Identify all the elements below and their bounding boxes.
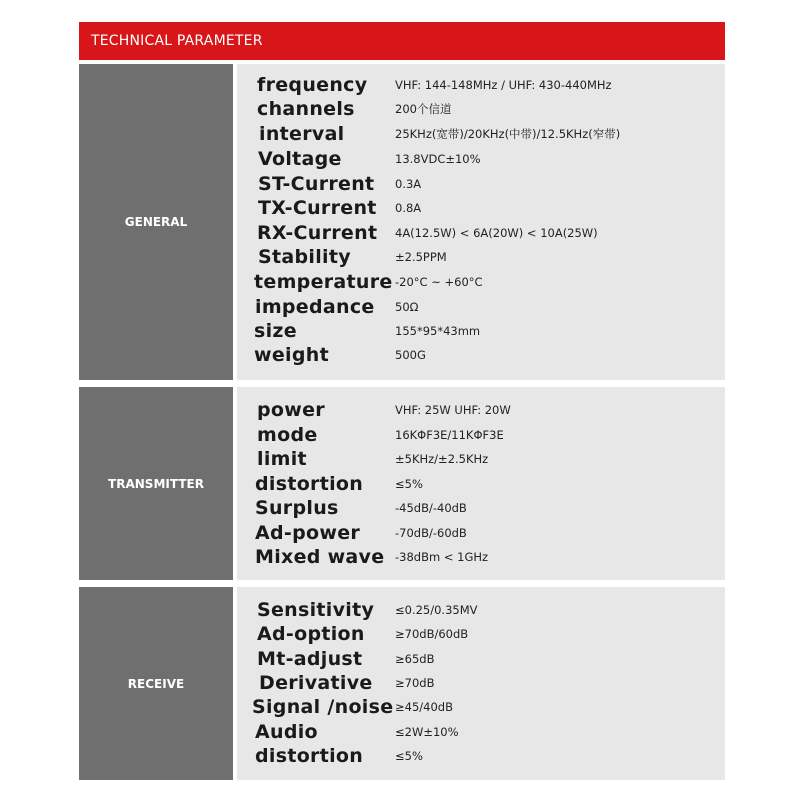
parameter-row — [237, 270, 725, 294]
parameter-value: 500G — [395, 348, 426, 362]
parameter-value: ≥45/40dB — [395, 700, 453, 714]
parameter-value: 16KΦF3E/11KΦF3E — [395, 428, 504, 442]
parameter-name: Surplus — [255, 497, 339, 519]
parameter-row — [237, 196, 725, 220]
parameter-value: ±2.5PPM — [395, 250, 447, 264]
parameter-row — [237, 97, 725, 121]
parameter-name: impedance — [255, 296, 375, 318]
parameter-name: Voltage — [258, 148, 342, 170]
parameter-value: ≤5% — [395, 749, 423, 763]
section-label: TRANSMITTER — [108, 476, 204, 491]
page-title: TECHNICAL PARAMETER — [91, 33, 263, 49]
parameter-row — [237, 73, 725, 97]
section-label-box — [79, 587, 233, 780]
parameter-name: Sensitivity — [257, 599, 375, 621]
parameter-value: ≥70dB — [395, 676, 435, 690]
section-label-box — [79, 64, 233, 380]
parameter-value: 200个信道 — [395, 102, 452, 116]
parameter-row — [237, 695, 725, 719]
parameter-row — [237, 744, 725, 768]
parameter-row — [237, 472, 725, 496]
parameter-row — [237, 319, 725, 343]
parameter-row — [237, 622, 725, 646]
parameter-value: ±5KHz/±2.5KHz — [395, 452, 489, 466]
parameter-value: ≤5% — [395, 477, 423, 491]
parameter-row — [237, 647, 725, 671]
parameter-value: ≤2W±10% — [395, 725, 459, 739]
parameter-value: ≥65dB — [395, 652, 435, 666]
parameter-value: 0.8A — [395, 201, 422, 215]
parameter-value: 0.3A — [395, 177, 422, 191]
parameter-name: distortion — [255, 745, 364, 767]
parameter-value: -38dBm < 1GHz — [395, 550, 489, 564]
parameter-name: frequency — [257, 74, 368, 96]
general-section — [79, 64, 725, 380]
parameter-row — [237, 447, 725, 471]
parameter-value: ≤0.25/0.35MV — [395, 603, 478, 617]
parameter-name: Derivative — [259, 672, 373, 694]
parameter-row — [237, 172, 725, 196]
parameter-row — [237, 245, 725, 269]
parameter-row — [237, 521, 725, 545]
parameter-row — [237, 496, 725, 520]
parameter-row — [237, 423, 725, 447]
parameter-name: power — [257, 399, 325, 421]
parameter-name: RX-Current — [257, 222, 378, 244]
parameter-value: 50Ω — [395, 300, 419, 314]
parameter-value: ≥70dB/60dB — [395, 627, 469, 641]
section-label: GENERAL — [124, 215, 188, 229]
parameter-list — [237, 387, 725, 580]
parameter-value: VHF: 144-148MHz / UHF: 430-440MHz — [395, 78, 612, 92]
transmitter-section — [79, 387, 725, 580]
parameter-value: 13.8VDC±10% — [395, 152, 481, 166]
parameter-name: Ad-option — [257, 623, 365, 645]
parameter-value: 155*95*43mm — [395, 324, 481, 338]
parameter-name: Ad-power — [255, 522, 361, 544]
parameter-row — [237, 221, 725, 245]
parameter-name: mode — [257, 424, 318, 446]
parameter-name: Audio — [255, 721, 318, 743]
parameter-value: -70dB/-60dB — [395, 526, 467, 540]
parameter-list — [237, 587, 725, 780]
parameter-value: -20°C ~ +60°C — [395, 275, 483, 289]
parameter-name: distortion — [255, 473, 364, 495]
parameter-name: Signal /noise — [252, 696, 394, 718]
parameter-name: limit — [257, 448, 307, 470]
parameter-row — [237, 545, 725, 569]
parameter-value: 4A(12.5W) < 6A(20W) < 10A(25W) — [395, 226, 598, 240]
parameter-row — [237, 598, 725, 622]
parameter-name: size — [254, 320, 297, 342]
section-label-box — [79, 387, 233, 580]
parameter-name: Mixed wave — [255, 546, 385, 568]
parameter-name: Stability — [258, 246, 351, 268]
parameter-name: Mt-adjust — [257, 648, 363, 670]
parameter-list — [237, 64, 725, 380]
parameter-name: temperature — [254, 271, 393, 293]
parameter-row — [237, 343, 725, 367]
parameter-row — [237, 295, 725, 319]
parameter-name: TX-Current — [258, 197, 377, 219]
parameter-name: interval — [259, 123, 345, 145]
receive-section — [79, 587, 725, 780]
parameter-row — [237, 122, 725, 146]
parameter-name: ST-Current — [258, 173, 375, 195]
parameter-row — [237, 720, 725, 744]
parameter-value: 25KHz(宽带)/20KHz(中带)/12.5KHz(窄带) — [395, 127, 621, 141]
parameter-row — [237, 147, 725, 171]
parameter-row — [237, 671, 725, 695]
section-label: RECEIVE — [127, 676, 185, 691]
parameter-row — [237, 398, 725, 422]
parameter-name: channels — [257, 98, 355, 120]
section-header-bar — [79, 22, 725, 60]
parameter-value: VHF: 25W UHF: 20W — [395, 403, 511, 417]
parameter-name: weight — [254, 344, 329, 366]
parameter-value: -45dB/-40dB — [395, 501, 467, 515]
